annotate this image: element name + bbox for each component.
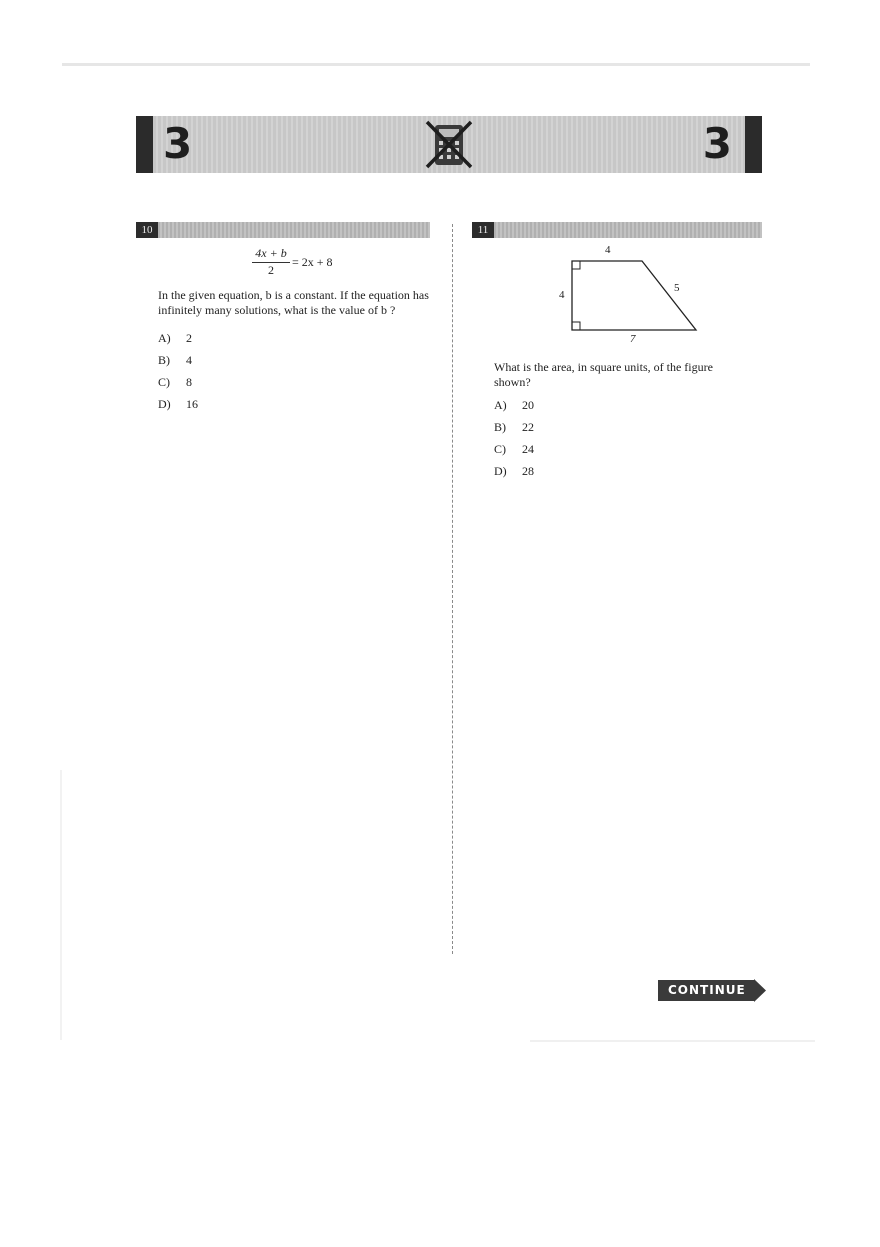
equation-denominator: 2 — [268, 263, 274, 277]
trapezoid-figure — [556, 242, 706, 350]
choice-value: 8 — [186, 375, 192, 389]
answer-choice[interactable] — [494, 442, 534, 457]
equation-rhs: = 2x + 8 — [292, 255, 333, 269]
answer-choice[interactable] — [494, 398, 534, 413]
answer-choice[interactable] — [158, 375, 192, 390]
column-divider — [452, 224, 453, 954]
choice-letter: A) — [494, 398, 507, 412]
question-10-equation — [250, 246, 350, 286]
answer-choice[interactable] — [494, 464, 534, 479]
question-10-header — [136, 222, 430, 238]
equation-fraction — [252, 246, 290, 278]
section-number-right: 3 — [702, 119, 732, 168]
question-10-stem: In the given equation, b is a constant. If the equation has infinitely many solutions, what is the value of b ? — [158, 288, 429, 317]
section-number-left: 3 — [163, 119, 193, 168]
figure-label-left: 4 — [559, 289, 565, 301]
answer-choice[interactable] — [158, 331, 192, 346]
choice-letter: A) — [158, 331, 171, 345]
section-bar-left — [136, 116, 153, 173]
choice-value: 2 — [186, 331, 192, 345]
choice-letter: D) — [494, 464, 507, 478]
choice-value: 28 — [522, 464, 534, 478]
question-11-stem: What is the area, in square units, of the figure shown? — [494, 360, 713, 389]
choice-value: 16 — [186, 397, 198, 411]
answer-choice[interactable] — [494, 420, 534, 435]
answer-choice[interactable] — [158, 397, 198, 412]
question-number: 10 — [136, 222, 158, 238]
continue-label: CONTINUE — [668, 983, 746, 997]
equation-numerator: 4x + b — [252, 246, 290, 263]
choice-letter: C) — [158, 375, 170, 389]
section-header — [136, 116, 762, 173]
choice-letter: D) — [158, 397, 171, 411]
answer-choice[interactable] — [158, 353, 192, 368]
bottom-rule — [530, 1040, 815, 1042]
figure-label-slant: 5 — [674, 282, 680, 294]
question-number: 11 — [472, 222, 494, 238]
top-rule — [62, 63, 810, 66]
question-11-header — [472, 222, 762, 238]
figure-label-top: 4 — [605, 244, 611, 256]
choice-letter: B) — [494, 420, 506, 434]
choice-value: 24 — [522, 442, 534, 456]
choice-value: 20 — [522, 398, 534, 412]
figure-label-bottom: 7 — [630, 333, 636, 345]
section-bar-right — [745, 116, 762, 173]
continue-button[interactable] — [658, 979, 766, 1002]
choice-value: 4 — [186, 353, 192, 367]
choice-letter: C) — [494, 442, 506, 456]
left-scan-edge — [60, 770, 62, 1040]
no-calculator-icon — [424, 119, 474, 170]
choice-value: 22 — [522, 420, 534, 434]
choice-letter: B) — [158, 353, 170, 367]
